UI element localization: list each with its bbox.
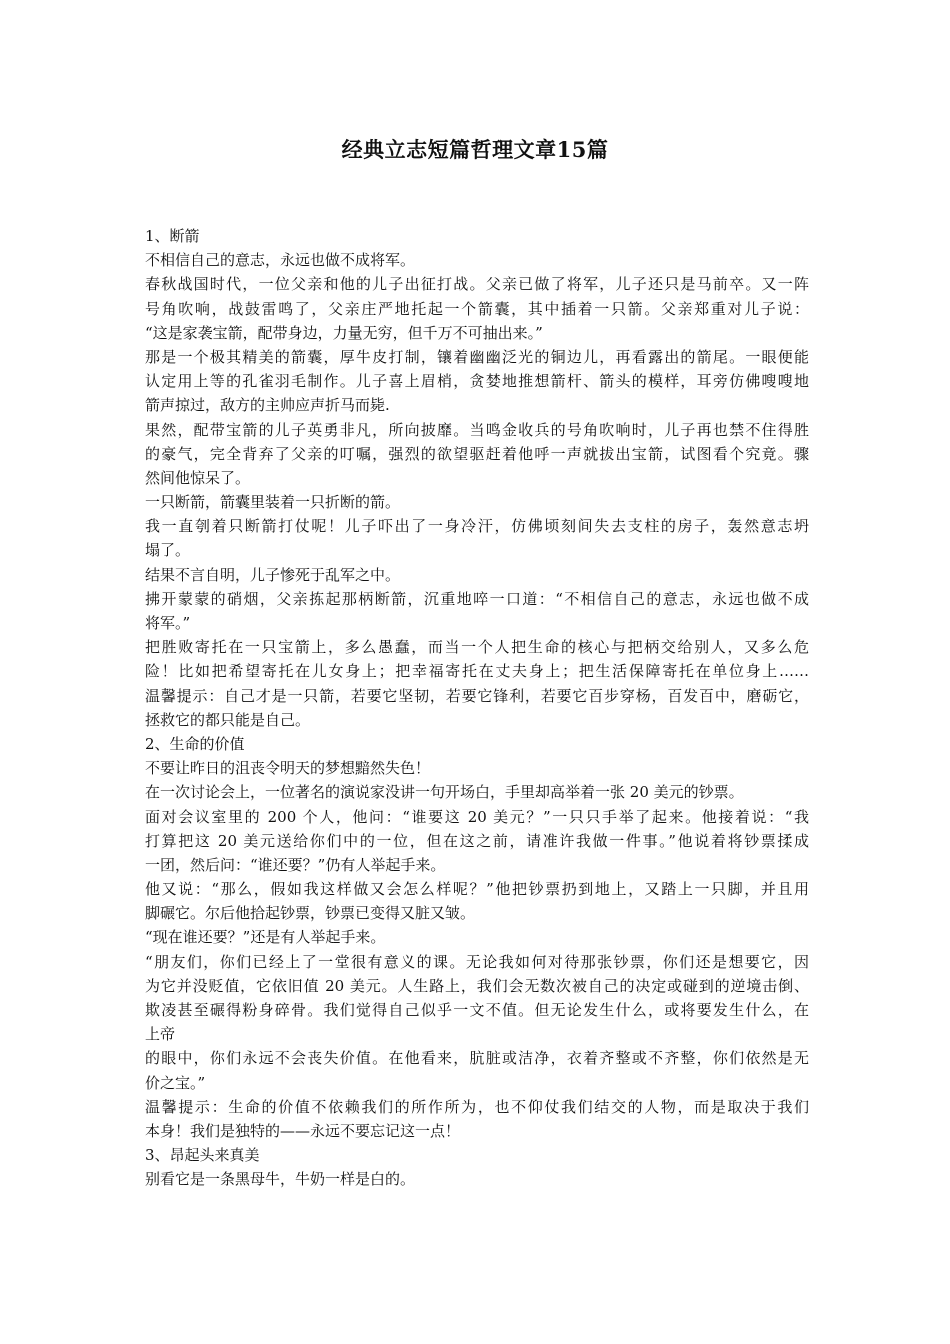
- text-line: 结果不言自明，儿子惨死于乱军之中。: [145, 565, 401, 584]
- text-line: 温馨提示：自己才是一只箭，若要它坚韧，若要它锋利，若要它百步穿杨，百发百中，磨砺它，: [145, 686, 809, 705]
- text-line: 拂开蒙蒙的硝烟，父亲拣起那柄断箭，沉重地啐一口道：“不相信自己的意志，永远也做不成: [145, 589, 809, 608]
- text-line: 箭声掠过，敌方的主帅应声折马而毙.: [145, 396, 390, 415]
- text-line: 的豪气，完全背弃了父亲的叮嘱，强烈的欲望驱赶着他呼一声就拔出宝箭，试图看个究竟。骤: [145, 444, 809, 463]
- text-line: 我一直刳着只断箭打仗呢！儿子吓出了一身冷汗，仿佛顷刻间失去支柱的房子，轰然意志坍: [145, 517, 809, 536]
- text-line: 他又说：“那么，假如我这样做又会怎么样呢？”他把钞票扔到地上，又踏上一只脚，并且用: [145, 880, 809, 899]
- text-line: “朋友们，你们已经上了一堂很有意义的课。无论我如何对待那张钞票，你们还是想要它，因: [145, 952, 809, 971]
- text-line: 那是一个极其精美的箭囊，厚牛皮打制，镶着幽幽泛光的铜边儿，再看露出的箭尾。一眼便能: [145, 347, 809, 366]
- text-line: 2、生命的价值: [145, 734, 245, 753]
- text-line: 把胜败寄托在一只宝箭上，多么愚蠢，而当一个人把生命的核心与把柄交给别人，又多么危: [145, 638, 809, 657]
- text-line: 在一次讨论会上，一位著名的演说家没讲一句开场白，手里却高举着一张 20 美元的钞票。: [145, 783, 744, 802]
- text-line: 上帝: [145, 1025, 176, 1044]
- text-line: 然间他惊呆了。: [145, 468, 251, 487]
- text-line: 塌了。: [145, 541, 191, 560]
- text-line: 认定用上等的孔雀羽毛制作。儿子喜上眉梢，贪婪地推想箭杆、箭头的模样，耳旁仿佛嗖嗖地: [145, 372, 809, 391]
- text-line: 一只断箭，箭囊里装着一只折断的箭。: [145, 493, 401, 512]
- text-line: 脚碾它。尔后他拾起钞票，钞票已变得又脏又皱。: [145, 904, 476, 923]
- text-line: 打算把这 20 美元送给你们中的一位，但在这之前，请准许我做一件事。”他说着将钞票揉成: [145, 831, 809, 850]
- text-line: 面对会议室里的 200 个人，他问：“谁要这 20 美元？”一只只手举了起来。他接着说：“我: [145, 807, 809, 826]
- text-line: 为它并没贬值，它依旧值 20 美元。人生路上，我们会无数次被自己的决定或碰到的逆境击倒、: [145, 976, 809, 995]
- text-line: 果然，配带宝箭的儿子英勇非凡，所向披靡。当鸣金收兵的号角吹响时，儿子再也禁不住得胜: [145, 420, 809, 439]
- document-body: [145, 224, 809, 1192]
- text-line: 一团，然后问：“谁还要？”仍有人举起手来。: [145, 855, 446, 874]
- text-line: “这是家袭宝箭，配带身边，力量无穷，但千万不可抽出来。”: [145, 323, 543, 342]
- text-line: 不要让昨日的沮丧令明天的梦想黯然失色！: [145, 759, 431, 778]
- text-line: 拯救它的都只能是自己。: [145, 710, 311, 729]
- text-line: 1、断箭: [145, 227, 200, 245]
- text-line: 险！比如把希望寄托在儿女身上；把幸福寄托在丈夫身上；把生活保障寄托在单位身上……: [145, 662, 809, 681]
- document-title: 经典立志短篇哲理文章15篇: [341, 137, 609, 162]
- text-line: 的眼中，你们永远不会丧失价值。在他看来，肮脏或洁净，衣着齐整或不齐整，你们依然是无: [145, 1049, 809, 1068]
- text-line: 号角吹响，战鼓雷鸣了，父亲庄严地托起一个箭囊，其中插着一只箭。父亲郑重对儿子说：: [145, 299, 809, 318]
- text-line: 别看它是一条黑母牛，牛奶一样是白的。: [145, 1170, 416, 1189]
- text-line: 3、昂起头来真美: [145, 1146, 260, 1165]
- text-line: 温馨提示：生命的价值不依赖我们的所作所为，也不仰仗我们结交的人物，而是取决于我们: [145, 1097, 809, 1116]
- text-line: 将军。”: [145, 614, 191, 632]
- text-line: “现在谁还要？”还是有人举起手来。: [145, 928, 386, 947]
- text-line: 本身！我们是独特的——永远不要忘记这一点！: [145, 1121, 461, 1140]
- text-line: 价之宝。”: [145, 1073, 206, 1092]
- text-line: 不相信自己的意志，永远也做不成将军。: [145, 251, 416, 270]
- text-line: 欺凌甚至碾得粉身碎骨。我们觉得自己似乎一文不值。但无论发生什么，或将要发生什么，在: [145, 1001, 809, 1019]
- text-line: 春秋战国时代，一位父亲和他的儿子出征打战。父亲已做了将军，儿子还只是马前卒。又一阵: [145, 275, 809, 294]
